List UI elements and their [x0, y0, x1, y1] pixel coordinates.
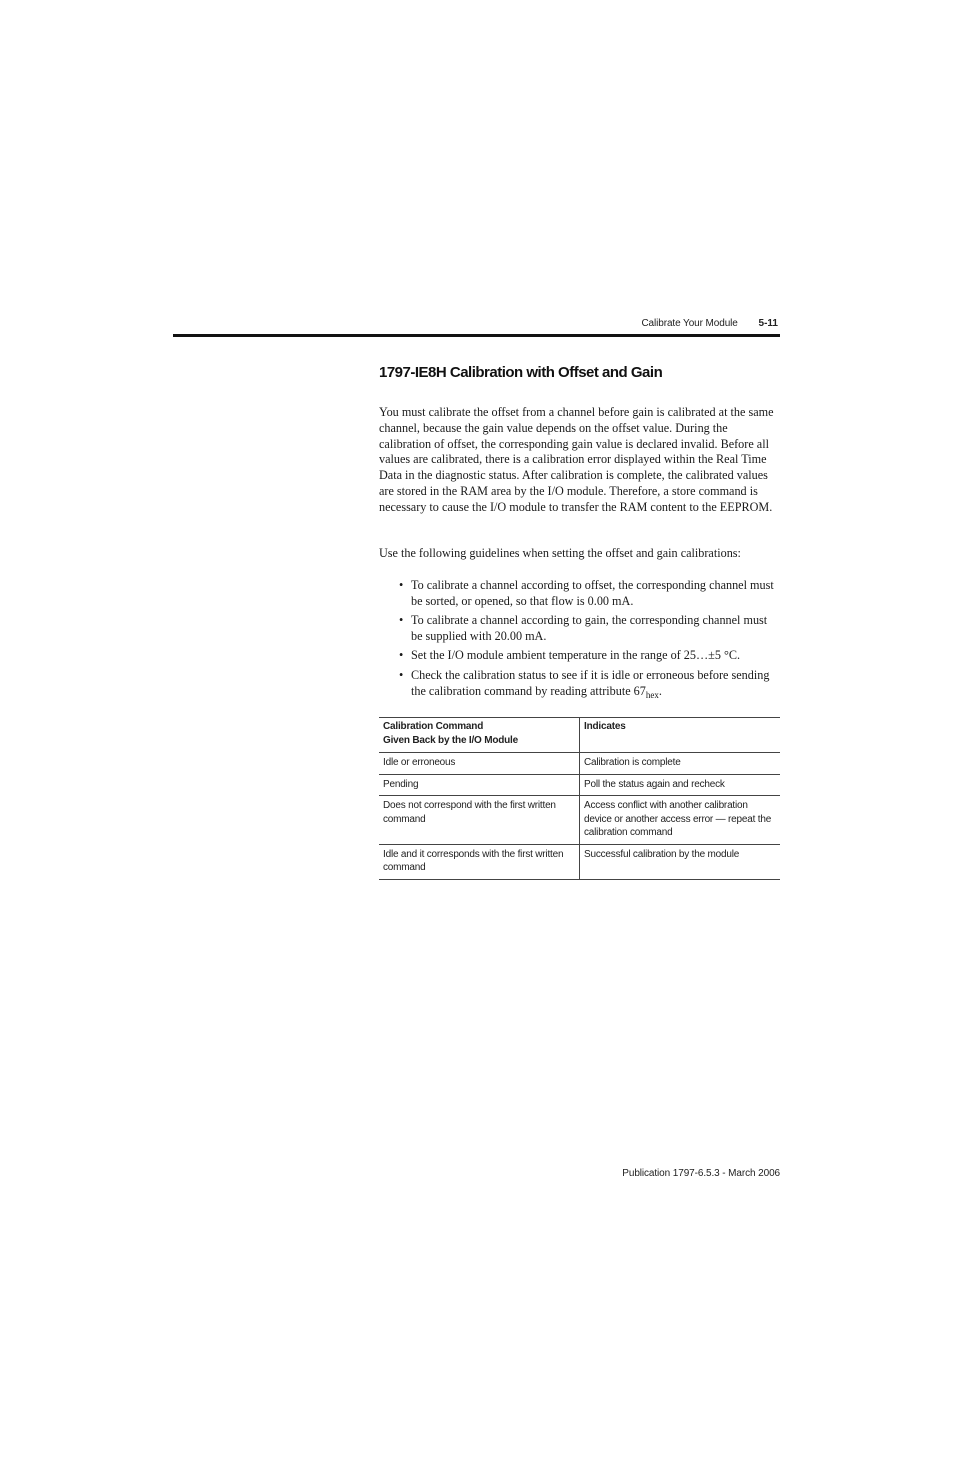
section-heading: 1797-IE8H Calibration with Offset and Gain — [379, 364, 663, 381]
table-header-indicates: Indicates — [580, 718, 781, 753]
list-item — [379, 668, 781, 699]
table-row — [379, 796, 780, 845]
bullet-marker: • — [399, 578, 404, 592]
cell-command: Pending — [379, 774, 580, 796]
list-item-text: To calibrate a channel according to gain, the corresponding channel must be supplied with 20.00 mA. — [411, 613, 768, 643]
table-row — [379, 844, 780, 879]
list-item — [379, 578, 781, 609]
list-item — [379, 648, 781, 664]
body-paragraph-guidelines: Use the following guidelines when setting the offset and gain calibrations: — [379, 546, 741, 560]
publication-footer: Publication 1797-6.5.3 - March 2006 — [622, 1168, 780, 1179]
list-item-text: Set the I/O module ambient temperature in the range of 25…±5 °C. — [411, 648, 741, 663]
cell-command: Idle and it corresponds with the first written command — [379, 844, 580, 879]
header-rule — [173, 334, 780, 337]
list-item-suffix: . — [658, 683, 662, 698]
list-item-text: Check the calibration status to see if it is idle or erroneous before sending the calibration command by reading attribute 67 — [411, 667, 770, 698]
table-header-command — [379, 718, 580, 753]
bullet-marker: • — [399, 648, 404, 663]
cell-indicates: Successful calibration by the module — [580, 844, 781, 879]
cell-command: Idle or erroneous — [379, 753, 580, 775]
calibration-status-table — [379, 717, 780, 880]
header-command-line2: Given Back by the I/O Module — [383, 734, 518, 746]
cell-indicates: Poll the status again and recheck — [580, 774, 781, 796]
cell-command: Does not correspond with the first written command — [379, 796, 580, 845]
cell-indicates: Calibration is complete — [580, 753, 781, 775]
header-command-line1: Calibration Command — [383, 721, 484, 732]
page-number: 5-11 — [758, 318, 778, 329]
list-item-text: To calibrate a channel according to offset, the corresponding channel must be sorted, or opened, so that flow is 0.00 mA. — [411, 578, 774, 608]
list-item — [379, 613, 781, 644]
table-header-row — [379, 718, 780, 753]
body-paragraph-intro: You must calibrate the offset from a channel before gain is calibrated at the same channel, because the gain value depends on the offset value. During the calibration of offset, the corresponding gain value is declared invalid. Before all values are calibrated, there is a calibration error displayed within the Real Time Data in the diagnostic status. After calibration is complete, the calibrated values are stored in the RAM area by the I/O module. Therefore, a store command is necessary to cause the I/O module to transfer the RAM content to the EEPROM. — [379, 405, 774, 514]
hex-subscript: hex — [645, 689, 659, 700]
running-header — [641, 318, 778, 329]
bullet-marker: • — [399, 613, 404, 628]
table-row — [379, 753, 780, 775]
bullet-marker: • — [399, 667, 404, 682]
guideline-list — [379, 578, 781, 703]
table-row — [379, 774, 780, 796]
cell-indicates: Access conflict with another calibration device or another access error — repeat the calibration command — [580, 796, 781, 845]
header-section-title: Calibrate Your Module — [641, 318, 738, 329]
